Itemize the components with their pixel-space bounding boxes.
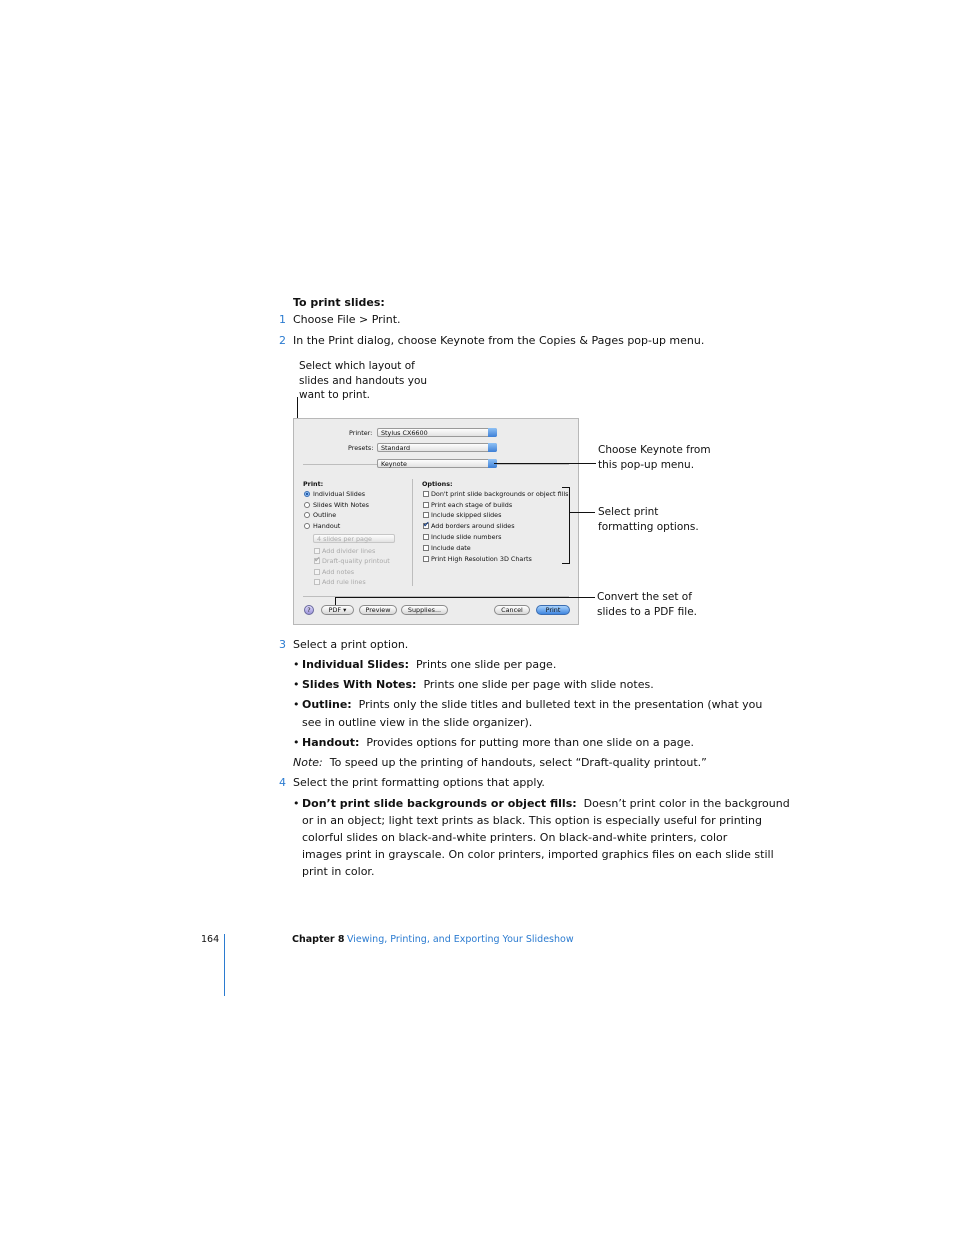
note-text: To speed up the printing of handouts, select “Draft-quality printout.” [329,756,707,769]
checkbox-add-notes[interactable] [314,569,320,575]
callout-leader [494,463,596,464]
callout-line: slides to a PDF file. [597,605,698,618]
column-divider [412,479,413,586]
callout-line: Select print [598,506,659,518]
bullet-term: Individual Slides: [302,658,409,671]
bullet-desc-cont: see in outline view in the slide organizer). [302,716,533,729]
callout-leader [335,597,595,598]
bullet: • [293,658,300,671]
callout-bracket [562,487,570,488]
bullet-term: Handout: [302,736,360,749]
bullet-desc: Prints only the slide titles and bulleted text in the presentation (what you [358,698,763,711]
bullet: • [293,736,300,749]
footer-rule [224,934,225,996]
checkbox-label: Include skipped slides [431,511,502,519]
bullet-item [302,658,556,672]
radio-label: Slides With Notes [313,501,369,509]
step-number: 1 [279,313,286,326]
popup-arrow-icon [488,428,497,437]
preview-button[interactable]: Preview [359,605,397,615]
checkbox-label: Add borders around slides [431,522,515,530]
handout-value: 4 slides per page [317,535,372,543]
radio-label: Outline [313,511,337,519]
printer-label: Printer: [349,429,373,437]
checkbox-label: Include date [431,544,471,552]
printer-popup[interactable] [377,428,497,437]
bullet-item [302,678,654,692]
note-label: Note: [293,756,323,769]
footer-chapter: Chapter 8 [292,934,345,945]
supplies-button[interactable]: Supplies... [401,605,448,615]
callout-line: Choose Keynote from [598,444,711,456]
step-number: 2 [279,334,286,347]
page-number: 164 [201,934,220,945]
checkbox-skipped-slides[interactable] [423,512,429,518]
checkbox-add-rule-lines[interactable] [314,579,320,585]
note [293,756,707,770]
bullet-desc-cont: print in color. [302,865,375,878]
pane-value: Keynote [381,460,407,468]
print-heading: Print: [303,480,324,488]
step-text: In the Print dialog, choose Keynote from the Copies & Pages pop-up menu. [293,334,705,347]
step-text: Choose File > Print. [293,313,401,326]
bullet-desc: Prints one slide per page. [415,658,557,671]
bullet-item [302,797,790,811]
bullet: • [293,698,300,711]
callout-line: this pop-up menu. [598,458,695,471]
print-dialog [293,418,579,625]
step-text: Select a print option. [293,638,409,651]
section-heading: To print slides: [293,296,385,309]
checkbox-label: Draft-quality printout [322,557,390,565]
callout-bracket [569,487,570,564]
options-heading: Options: [422,480,453,488]
presets-value: Standard [381,444,411,452]
checkbox-add-borders[interactable] [423,523,429,529]
bullet-item [302,698,762,712]
checkbox-slide-numbers[interactable] [423,534,429,540]
radio-handout[interactable] [304,523,310,529]
bullet-desc: Doesn’t print color in the background [583,797,790,810]
checkbox-each-stage-builds[interactable] [423,502,429,508]
printer-value: Stylus CX6600 [381,429,428,437]
checkbox-draft-quality[interactable] [314,558,320,564]
checkbox-label: Add notes [322,568,355,576]
callout-line: formatting options. [598,520,699,533]
bullet-desc-cont: colorful slides on black-and-white printers. On black-and-white printers, color [302,831,728,844]
bullet-desc-cont: images print in grayscale. On color printers, imported graphics files on each slide still [302,848,774,861]
bullet: • [293,797,300,810]
callout-leader [569,512,595,513]
checkbox-label: Print each stage of builds [431,501,513,509]
checkbox-no-backgrounds[interactable] [423,491,429,497]
presets-popup[interactable] [377,443,497,452]
callout-line: Select which layout of [299,360,415,372]
step-text: Select the print formatting options that apply. [293,776,545,789]
callout-bracket [562,563,570,564]
pdf-button[interactable]: PDF ▾ [321,605,354,615]
step-number: 4 [279,776,286,789]
print-button[interactable]: Print [536,605,570,615]
callout-keynote [598,443,711,472]
popup-arrow-icon [488,443,497,452]
presets-label: Presets: [348,444,374,452]
radio-outline[interactable] [304,512,310,518]
callout-pdf [597,590,697,619]
radio-label: Handout [313,522,341,530]
bullet-desc: Prints one slide per page with slide notes. [423,678,654,691]
callout-line: Convert the set of [597,591,692,603]
bullet-term: Slides With Notes: [302,678,417,691]
callout-layout [299,359,427,403]
step-number: 3 [279,638,286,651]
cancel-button[interactable]: Cancel [494,605,530,615]
bullet-desc-cont: or in an object; light text prints as black. This option is especially useful for printing [302,814,762,827]
checkbox-label: Print High Resolution 3D Charts [431,555,532,563]
help-button[interactable]: ? [304,605,314,615]
radio-label: Individual Slides [313,490,366,498]
checkbox-label: Don't print slide backgrounds or object fills [431,490,569,498]
radio-slides-with-notes[interactable] [304,502,310,508]
footer-chapter-title: Viewing, Printing, and Exporting Your Slideshow [347,934,574,945]
checkbox-include-date[interactable] [423,545,429,551]
radio-individual-slides[interactable] [304,491,310,497]
checkbox-label: Add rule lines [322,578,366,586]
bullet-item [302,736,694,750]
callout-line: want to print. [299,389,371,401]
bullet-term: Don’t print slide backgrounds or object fills: [302,797,577,810]
callout-line: slides and handouts you [299,374,428,387]
checkbox-add-divider-lines[interactable] [314,548,320,554]
checkbox-hires-3d-charts[interactable] [423,556,429,562]
checkbox-label: Add divider lines [322,547,376,555]
bullet-term: Outline: [302,698,352,711]
callout-leader [335,597,336,605]
checkbox-label: Include slide numbers [431,533,502,541]
handout-popup[interactable] [313,534,395,543]
pane-popup[interactable] [377,459,497,468]
callout-formatting [598,505,699,534]
bullet: • [293,678,300,691]
bullet-desc: Provides options for putting more than one slide on a page. [366,736,695,749]
